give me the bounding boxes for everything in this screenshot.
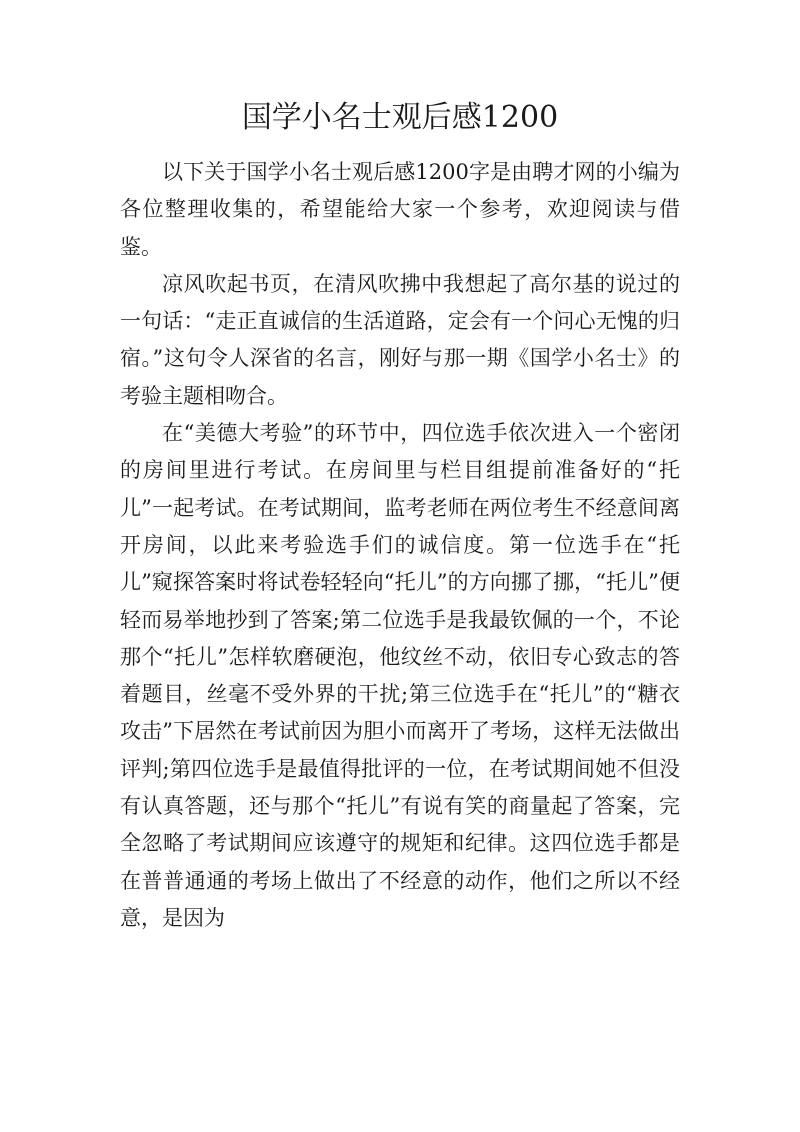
paragraph-exam: 在“美德大考验”的环节中，四位选手依次进入一个密闭的房间里进行考试。在房间里与栏目组提前准备好的“托儿”一起考试。在考试期间，监考老师在两位考生不经意间离开房间，以此来考验选手们的诚信度。第一位选手在“托儿”窥探答案时将试卷轻轻向“托儿”的方向挪了挪，“托儿”便轻而易举地抄到了答案;第二位选手是我最钦佩的一个，不论那个“托儿”怎样软磨硬泡，他纹丝不动，依旧专心致志的答着题目，丝毫不受外界的干扰;第三位选手在“托儿”的“糖衣攻击”下居然在考试前因为胆小而离开了考场，这样无法做出评判;第四位选手是最值得批评的一位，在考试期间她不但没有认真答题，还与那个“托儿”有说有笑的商量起了答案，完全忽略了考试期间应该遵守的规矩和纪律。这四位选手都是在普普通通的考场上做出了不经意的动作，他们之所以不经意，是因为 [120,421,680,930]
document-title: 国学小名士观后感1200 [241,100,559,135]
paragraph-intro: 以下关于国学小名士观后感1200字是由聘才网的小编为各位整理收集的，希望能给大家一个参考，欢迎阅读与借鉴。 [120,160,680,259]
document-body [120,154,680,937]
paragraph-quote: 凉风吹起书页，在清风吹拂中我想起了高尔基的说过的一句话：“走正直诚信的生活道路，定会有一个问心无愧的归宿。”这句令人深省的名言，刚好与那一期《国学小名士》的考验主题相吻合。 [120,271,680,408]
